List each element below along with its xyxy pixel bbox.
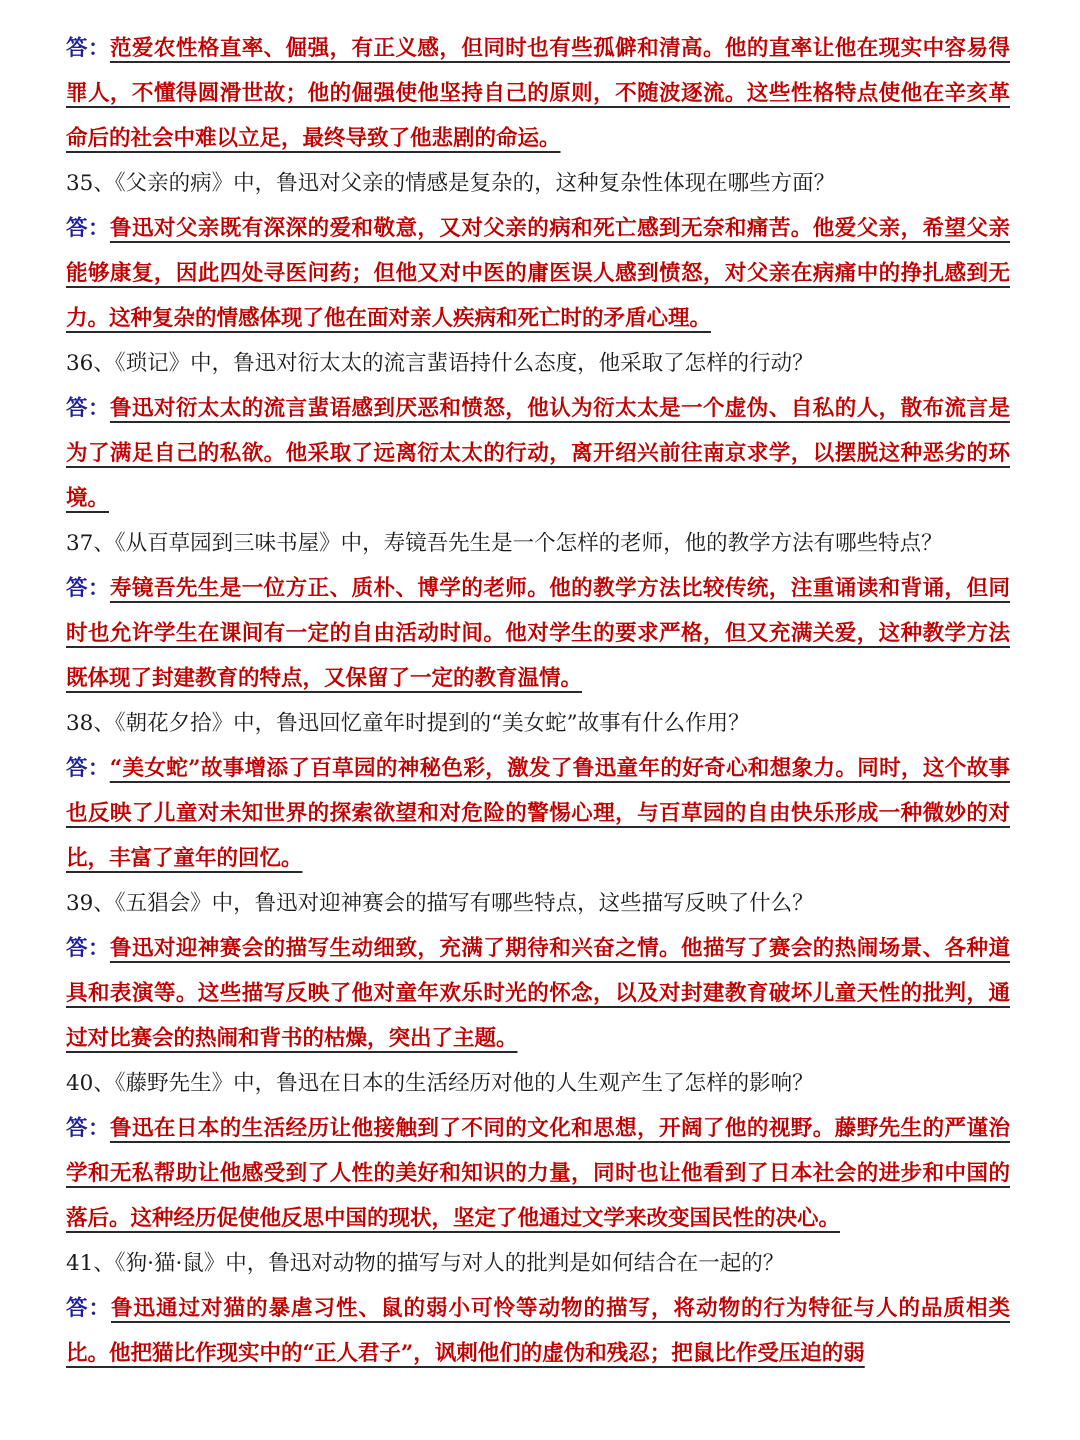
answer-text: 鲁迅在日本的生活经历让他接触到了不同的文化和思想，开阔了他的视野。藤野先生的严谨治学和无私帮助让他感受到了人性的美好和知识的力量，同时也让他看到了日本社会的进步和中国的落后。这种经历促使他反思中国的现状，坚定了他通过文学来改变国民性的决心。	[66, 1116, 1010, 1231]
answer-40	[66, 1106, 1010, 1241]
answer-39	[66, 926, 1010, 1061]
answer-text: 鲁迅对迎神赛会的描写生动细致，充满了期待和兴奋之情。他描写了赛会的热闹场景、各种道具和表演等。这些描写反映了他对童年欢乐时光的怀念，以及对封建教育破坏儿童天性的批判，通过对比赛会的热闹和背书的枯燥，突出了主题。	[66, 936, 1010, 1051]
answer-label: 答：	[66, 1116, 110, 1141]
question-41: 41、《狗·猫·鼠》中，鲁迅对动物的描写与对人的批判是如何结合在一起的？	[66, 1251, 785, 1276]
answer-38	[66, 746, 1010, 881]
answer-label: 答：	[66, 1296, 111, 1321]
answer-label: 答：	[66, 756, 110, 781]
question-40: 40、《藤野先生》中，鲁迅在日本的生活经历对他的人生观产生了怎样的影响？	[66, 1071, 814, 1096]
answer-37	[66, 566, 1010, 701]
question-37: 37、《从百草园到三味书屋》中，寿镜吾先生是一个怎样的老师，他的教学方法有哪些特点？	[66, 531, 943, 556]
answer-text: 范爱农性格直率、倔强，有正义感，但同时也有些孤僻和清高。他的直率让他在现实中容易得罪人，不懂得圆滑世故；他的倔强使他坚持自己的原则，不随波逐流。这些性格特点使他在辛亥革命后的社会中难以立足，最终导致了他悲剧的命运。	[66, 36, 1010, 151]
answer-label: 答：	[66, 396, 110, 421]
answer-label: 答：	[66, 216, 110, 241]
question-39: 39、《五猖会》中，鲁迅对迎神赛会的描写有哪些特点，这些描写反映了什么？	[66, 891, 814, 916]
answer-36	[66, 386, 1010, 521]
question-36: 36、《琐记》中，鲁迅对衍太太的流言蜚语持什么态度，他采取了怎样的行动？	[66, 351, 814, 376]
qa-document	[66, 26, 1010, 1376]
answer-label: 答：	[66, 576, 110, 601]
answer-text: “美女蛇”故事增添了百草园的神秘色彩，激发了鲁迅童年的好奇心和想象力。同时，这个故事也反映了儿童对未知世界的探索欲望和对危险的警惕心理，与百草园的自由快乐形成一种微妙的对比，丰富了童年的回忆。	[66, 756, 1010, 871]
answer-41	[66, 1286, 1010, 1376]
answer-34	[66, 26, 1010, 161]
answer-text: 寿镜吾先生是一位方正、质朴、博学的老师。他的教学方法比较传统，注重诵读和背诵，但同时也允许学生在课间有一定的自由活动时间。他对学生的要求严格，但又充满关爱，这种教学方法既体现了封建教育的特点，又保留了一定的教育温情。	[66, 576, 1010, 691]
question-38: 38、《朝花夕拾》中，鲁迅回忆童年时提到的“美女蛇”故事有什么作用？	[66, 711, 750, 736]
answer-label: 答：	[66, 936, 110, 961]
answer-label: 答：	[66, 36, 110, 61]
question-35: 35、《父亲的病》中，鲁迅对父亲的情感是复杂的，这种复杂性体现在哪些方面？	[66, 171, 836, 196]
answer-text: 鲁迅对衍太太的流言蜚语感到厌恶和愤怒，他认为衍太太是一个虚伪、自私的人，散布流言是为了满足自己的私欲。他采取了远离衍太太的行动，离开绍兴前往南京求学，以摆脱这种恶劣的环境。	[66, 396, 1010, 511]
answer-text: 鲁迅通过对猫的暴虐习性、鼠的弱小可怜等动物的描写，将动物的行为特征与人的品质相类比。他把猫比作现实中的“正人君子”，讽刺他们的虚伪和残忍；把鼠比作受压迫的弱	[66, 1296, 1010, 1366]
answer-text: 鲁迅对父亲既有深深的爱和敬意，又对父亲的病和死亡感到无奈和痛苦。他爱父亲，希望父亲能够康复，因此四处寻医问药；但他又对中医的庸医误人感到愤怒，对父亲在病痛中的挣扎感到无力。这种复杂的情感体现了他在面对亲人疾病和死亡时的矛盾心理。	[66, 216, 1010, 331]
answer-35	[66, 206, 1010, 341]
